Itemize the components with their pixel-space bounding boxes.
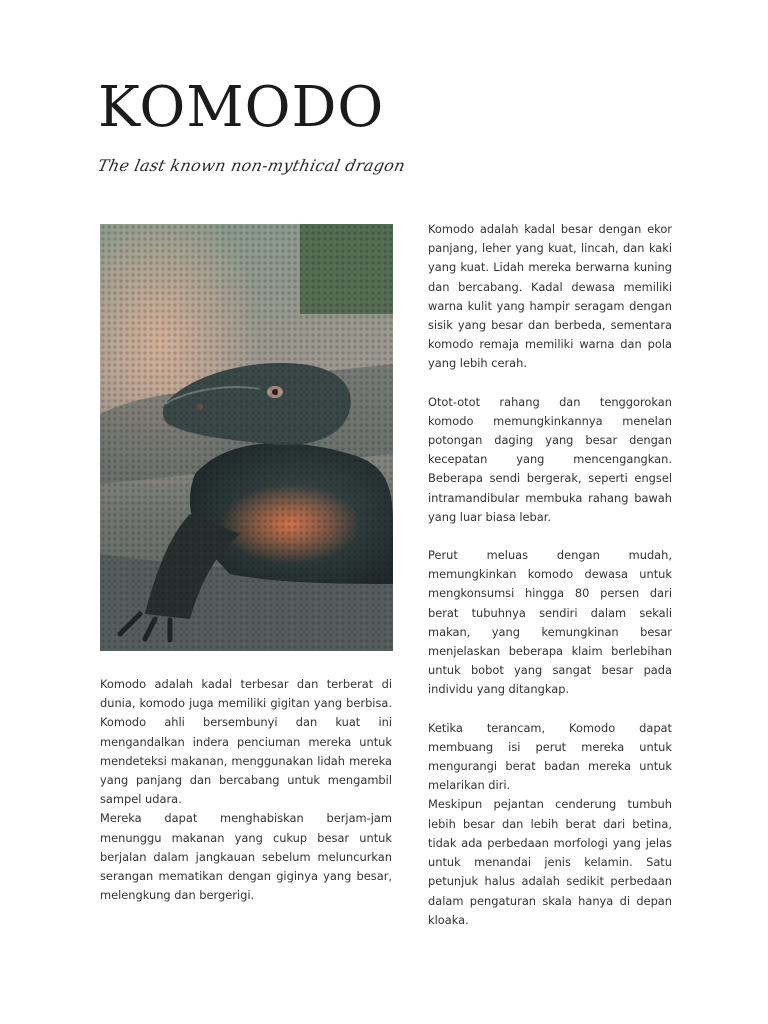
- right-paragraph-4: Ketika terancam, Komodo dapat membuang isi perut mereka untuk mengurangi berat badan mereka untuk melarikan diri.: [428, 720, 672, 793]
- right-paragraph-3: Perut meluas dengan mudah, memungkinkan komodo dewasa untuk mengkonsumsi hingga 80 persen dari berat tubuhnya sendiri dalam sekali makan, yang kemungkinan besar menjelaskan beberapa klaim berlebihan untuk bobot yang sangat besar pada individu yang ditangkap.: [428, 548, 672, 697]
- komodo-photo: [100, 224, 393, 651]
- left-paragraph-1: Komodo adalah kadal terbesar dan terberat di dunia, komodo juga memiliki gigitan yang berbisa. Komodo ahli bersembunyi dan kuat ini mengandalkan indera penciuman mereka untuk mendeteksi makanan, menggunakan lidah mereka yang panjang dan bercabang untuk mengambil sampel udara.: [100, 677, 392, 807]
- right-paragraph-5: Meskipun pejantan cenderung tumbuh lebih besar dan lebih berat dari betina, tidak ada perbedaan morfologi yang jelas untuk menandai jenis kelamin. Satu petunjuk halus adalah sedikit perbedaan dalam pengaturan skala hanya di depan kloaka.: [428, 797, 672, 927]
- left-paragraph-2: Mereka dapat menghabiskan berjam-jam menunggu makanan yang cukup besar untuk berjalan dalam jangkauan sebelum meluncurkan serangan mematikan dengan giginya yang besar, melengkung dan bergerigi.: [100, 811, 392, 903]
- left-text-column: [100, 675, 392, 905]
- page-subtitle: The last known non-mythical dragon: [96, 156, 407, 175]
- right-paragraph-2: Otot-otot rahang dan tenggorokan komodo memungkinkannya menelan potongan daging yang besar dengan kecepatan yang mencengangkan. Beberapa sendi bergerak, seperti engsel intramandibular membuka rahang bawah yang luar biasa lebar.: [428, 394, 672, 524]
- right-text-column: [428, 220, 672, 930]
- page-title: KOMODO: [98, 75, 385, 140]
- right-paragraph-1: Komodo adalah kadal besar dengan ekor panjang, leher yang kuat, lincah, dan kaki yang kuat. Lidah mereka berwarna kuning dan bercabang. Kadal dewasa memiliki warna kulit yang hampir seragam dengan sisik yang besar dan berbeda, sementara komodo remaja memiliki warna dan pola yang lebih cerah.: [428, 222, 672, 371]
